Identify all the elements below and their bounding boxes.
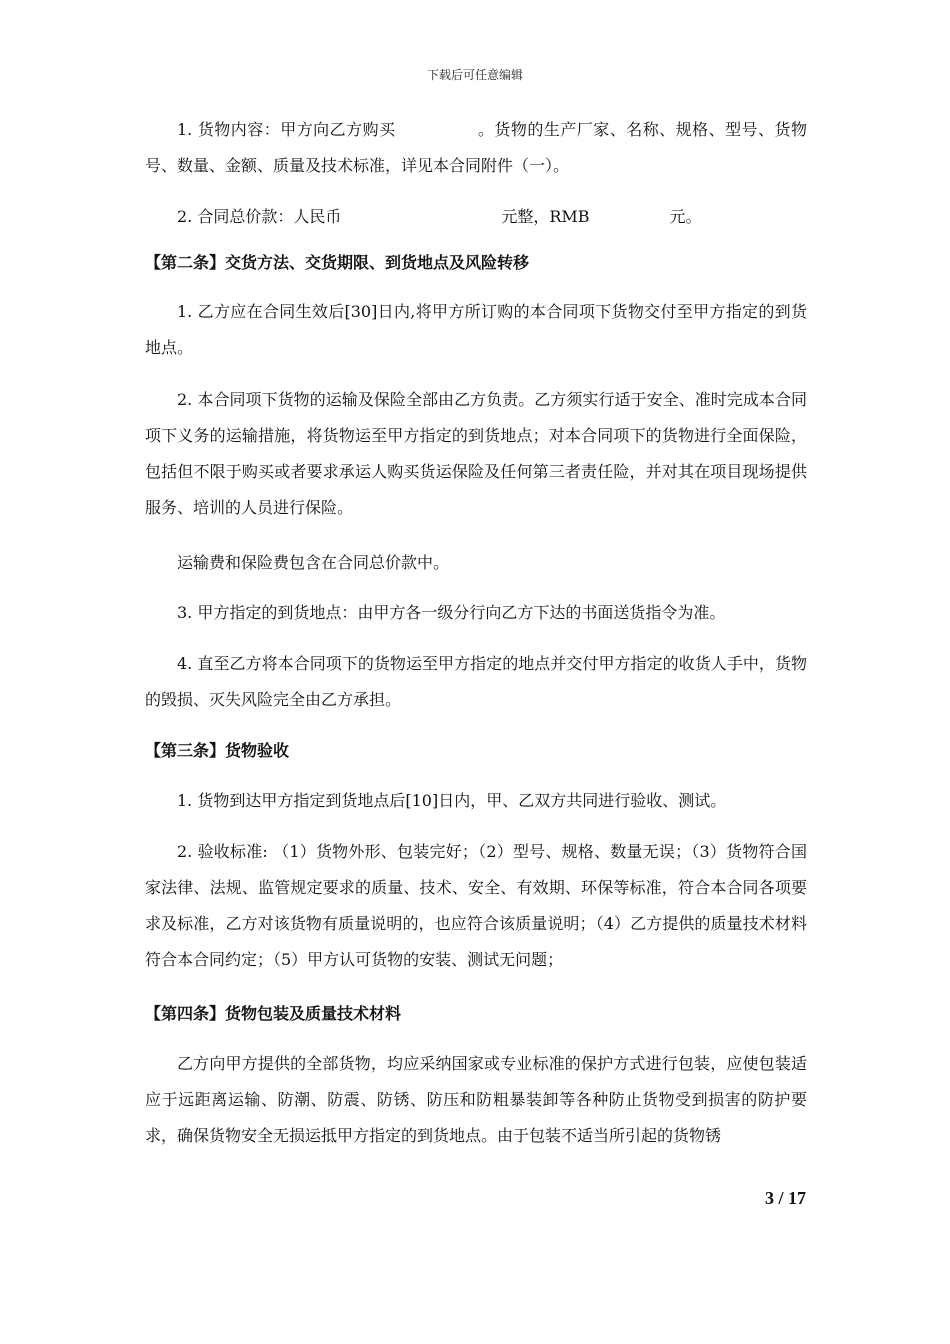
heading-article-3: 【第三条】货物验收 (145, 741, 290, 760)
paragraph-transport-insurance: 2. 本合同项下货物的运输及保险全部由乙方负责。乙方须实行适于安全、准时完成本合同项下义务的运输措施，将货物运至甲方指定的到货地点；对本合同项下的货物进行全面保险，包括但不限于购买或者要求承运人购买货运保险及任何第三者责任险，并对其在项目现场提供服务、培训的人员进行保险。 (145, 390, 807, 517)
page-number: 3 / 17 (764, 1188, 806, 1208)
paragraph-cost-included: 运输费和保险费包含在合同总价款中。 (177, 553, 450, 572)
paragraph-acceptance-period: 1. 货物到达甲方指定到货地点后[10]日内，甲、乙双方共同进行验收、测试。 (177, 791, 727, 810)
paragraph-total-price: 2. 合同总价款：人民币 元整，RMB 元。 (177, 207, 702, 226)
paragraph-goods-content: 1. 货物内容：甲方向乙方购买 。货物的生产厂家、名称、规格、型号、货物号、数量、金额、质量及技术标准，详见本合同附件（一）。 (145, 120, 807, 175)
heading-article-4: 【第四条】货物包装及质量技术材料 (145, 1004, 402, 1023)
page-header: 下载后可任意编辑 (426, 68, 523, 82)
paragraph-delivery-location: 3. 甲方指定的到货地点：由甲方各一级分行向乙方下达的书面送货指令为准。 (177, 603, 726, 622)
heading-article-2: 【第二条】交货方法、交货期限、到货地点及风险转移 (145, 253, 530, 272)
paragraph-packaging: 乙方向甲方提供的全部货物，均应采纳国家或专业标准的保护方式进行包装，应使包装适应于远距离运输、防潮、防震、防锈、防压和防粗暴装卸等各种防止货物受到损害的防护要求，确保货物安全无损运抵甲方指定的到货地点。由于包装不适当所引起的货物锈 (145, 1054, 807, 1145)
paragraph-delivery-term: 1. 乙方应在合同生效后[30]日内,将甲方所订购的本合同项下货物交付至甲方指定的到货地点。 (145, 302, 807, 357)
paragraph-risk-transfer: 4. 直至乙方将本合同项下的货物运至甲方指定的地点并交付甲方指定的收货人手中，货物的毁损、灭失风险完全由乙方承担。 (145, 654, 807, 709)
paragraph-acceptance-standard: 2. 验收标准: （1）货物外形、包装完好；（2）型号、规格、数量无误；（3）货物符合国家法律、法规、监管规定要求的质量、技术、安全、有效期、环保等标准，符合本合同各项要求及标准，乙方对该货物有质量说明的，也应符合该质量说明；（4）乙方提供的质量技术材料符合本合同约定；（5）甲方认可货物的安装、测试无问题； (145, 842, 807, 969)
